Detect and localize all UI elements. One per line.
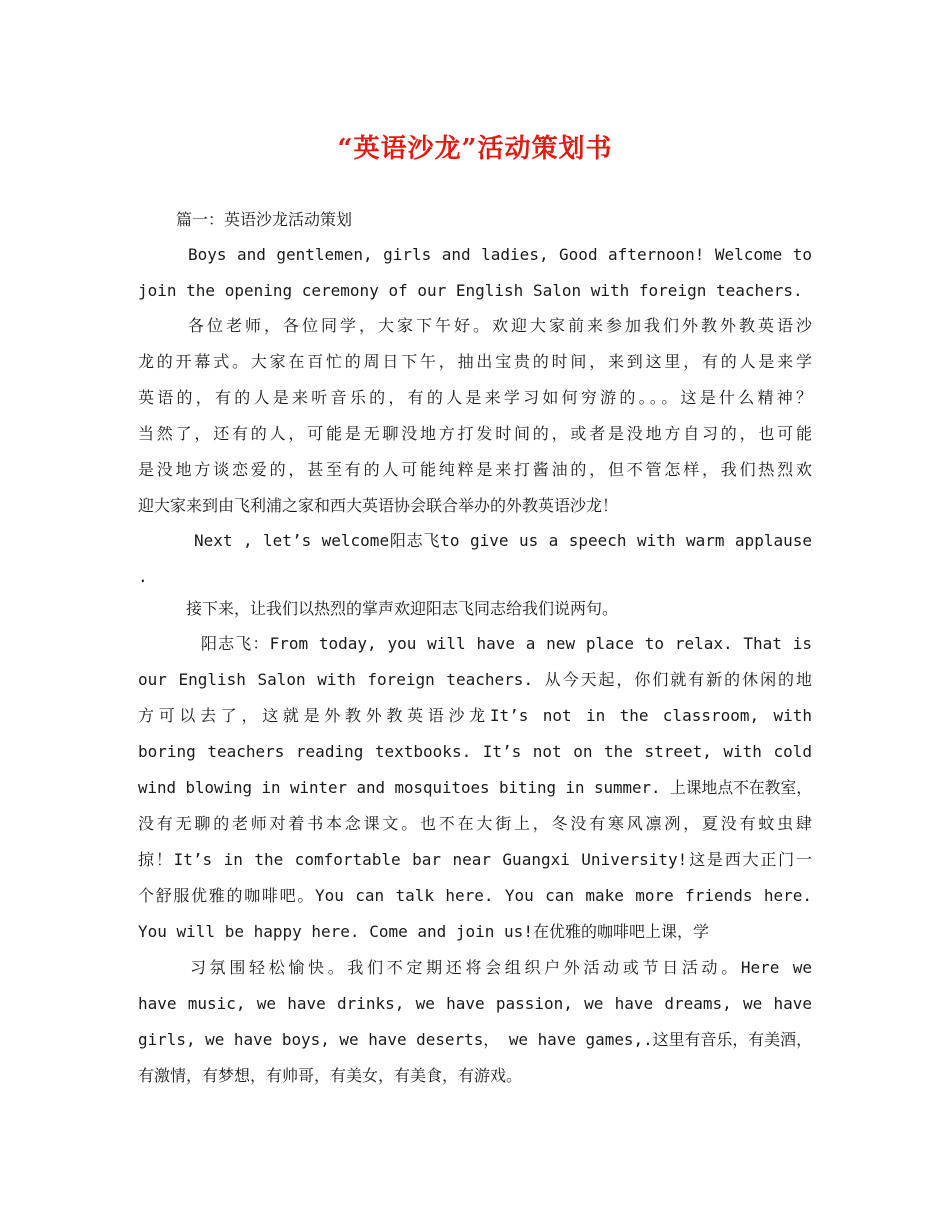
paragraph-line: 当然了，还有的人，可能是无聊没地方打发时间的，或者是没地方自习的，也可能 [138,424,812,443]
paragraph-line: 掠！It’s in the comfortable bar near Guangxi University!这是西大正门一 [138,850,812,869]
paragraph-line: 没有无聊的老师对着书本念课文。也不在大街上，冬没有寒风凛冽，夏没有蚊虫肆 [138,814,812,833]
paragraph-line: 接下来，让我们以热烈的掌声欢迎阳志飞同志给我们说两句。 [186,599,619,618]
paragraph-line: our English Salon with foreign teachers. 从今天起，你们就有新的休闲的地 [138,670,812,689]
section-heading: 篇一：英语沙龙活动策划 [176,210,353,229]
paragraph-line: 迎大家来到由飞利浦之家和西大英语协会联合举办的外教英语沙龙！ [138,496,619,515]
paragraph-line: 有激情，有梦想，有帅哥，有美女，有美食，有游戏。 [138,1066,523,1085]
paragraph-line: Boys and gentlemen, girls and ladies, Good afternoon! Welcome to [188,245,812,264]
paragraph-line: girls, we have boys, we have deserts， we have games,.这里有音乐，有美酒， [138,1030,813,1049]
paragraph-line: 各位老师，各位同学，大家下午好。欢迎大家前来参加我们外教外教英语沙 [188,316,812,335]
paragraph-line: You will be happy here. Come and join us!在优雅的咖啡吧上课，学 [138,922,709,941]
paragraph-line: 英语的，有的人是来听音乐的，有的人是来学习如何穷游的。。。这是什么精神？ [138,388,812,407]
paragraph-line: boring teachers reading textbooks. It’s not on the street, with cold [138,742,812,761]
paragraph-line: 习氛围轻松愉快。我们不定期还将会组织户外活动或节日活动。Here we [190,958,812,977]
paragraph-line: 个舒服优雅的咖啡吧。You can talk here. You can make more friends here. [138,886,812,905]
paragraph-line: 方可以去了，这就是外教外教英语沙龙It’s not in the classroom, with [138,706,812,725]
paragraph-line: join the opening ceremony of our English Salon with foreign teachers. [138,281,803,300]
paragraph-line: . [138,567,148,586]
paragraph-line: have music, we have drinks, we have passion, we have dreams, we have [138,994,812,1013]
paragraph-line: Next , let’s welcome阳志飞to give us a speech with warm applause [194,531,812,550]
paragraph-line: 是没地方谈恋爱的，甚至有的人可能纯粹是来打酱油的，但不管怎样，我们热烈欢 [138,460,812,479]
paragraph-line: 龙的开幕式。大家在百忙的周日下午，抽出宝贵的时间，来到这里，有的人是来学 [138,352,812,371]
paragraph-line: wind blowing in winter and mosquitoes biting in summer. 上课地点不在教室， [138,778,813,797]
document-title: “英语沙龙”活动策划书 [337,134,613,164]
paragraph-line: 阳志飞：From today, you will have a new place to relax. That is [201,634,812,653]
